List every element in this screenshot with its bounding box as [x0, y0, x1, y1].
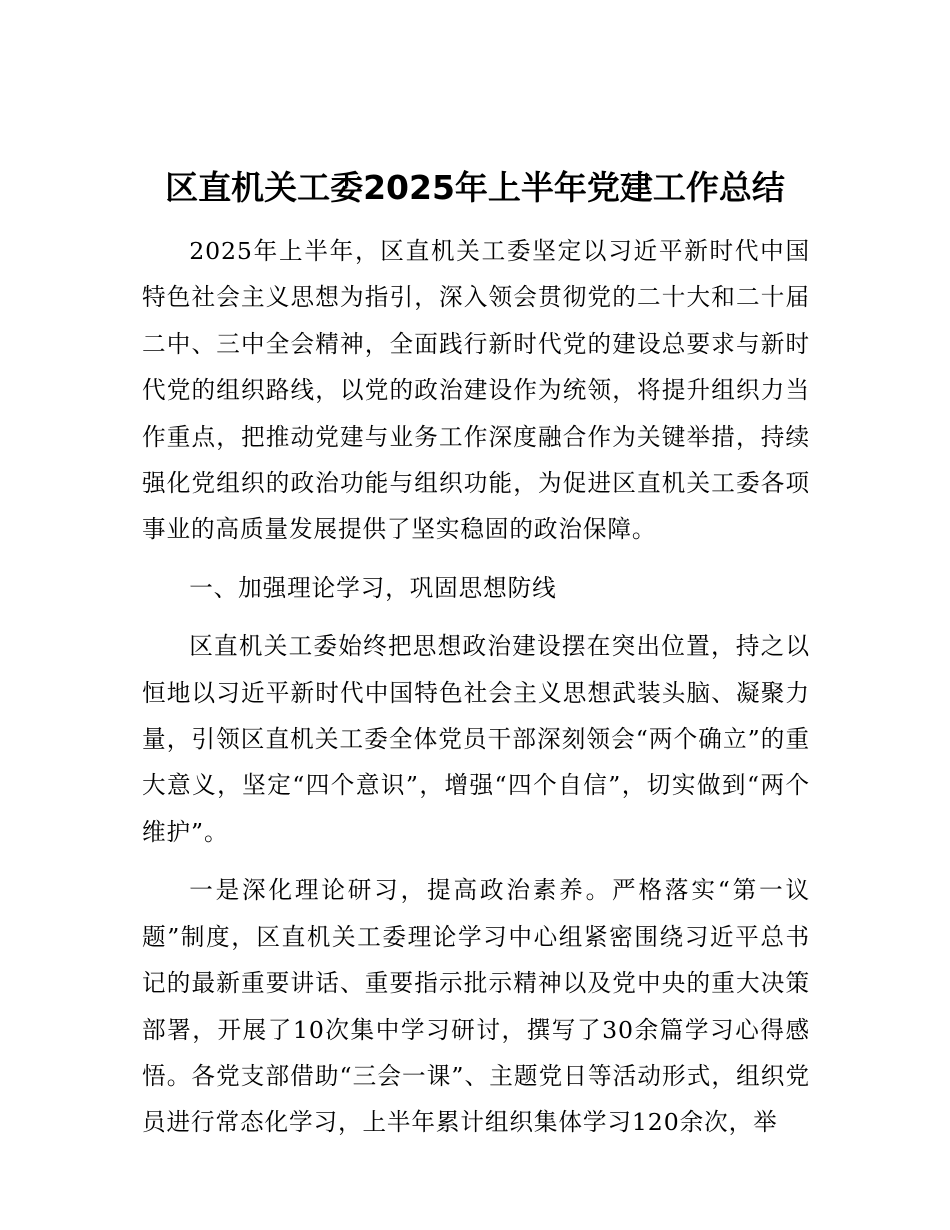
document-body — [142, 228, 810, 1146]
section-paragraph: 一是深化理论研习，提高政治素养。严格落实“第一议题”制度，区直机关工委理论学习中心组紧密围绕习近平总书记的最新重要讲话、重要指示批示精神以及党中央的重大决策部署，开展了10次集中学习研讨，撰写了30余篇学习心得感悟。各党支部借助“三会一课”、主题党日等活动形式，组织党员进行常态化学习，上半年累计组织集体学习120余次，举 — [142, 876, 810, 1137]
document-title: 区直机关工委2025年上半年党建工作总结 — [165, 168, 785, 207]
section-paragraph: 区直机关工委始终把思想政治建设摆在突出位置，持之以恒地以习近平新时代中国特色社会主义思想武装头脑、凝聚力量，引领区直机关工委全体党员干部深刻领会“两个确立”的重大意义，坚定“四个意识”，增强“四个自信”，切实做到“两个维护”。 — [142, 632, 810, 846]
section-heading: 一、加强理论学习，巩固思想防线 — [189, 573, 557, 602]
intro-paragraph: 2025年上半年，区直机关工委坚定以习近平新时代中国特色社会主义思想为指引，深入领会贯彻党的二十大和二十届二中、三中全会精神，全面践行新时代党的建设总要求与新时代党的组织路线，以党的政治建设作为统领，将提升组织力当作重点，把推动党建与业务工作深度融合作为关键举措，持续强化党组织的政治功能与组织功能，为促进区直机关工委各项事业的高质量发展提供了坚实稳固的政治保障。 — [142, 237, 810, 544]
